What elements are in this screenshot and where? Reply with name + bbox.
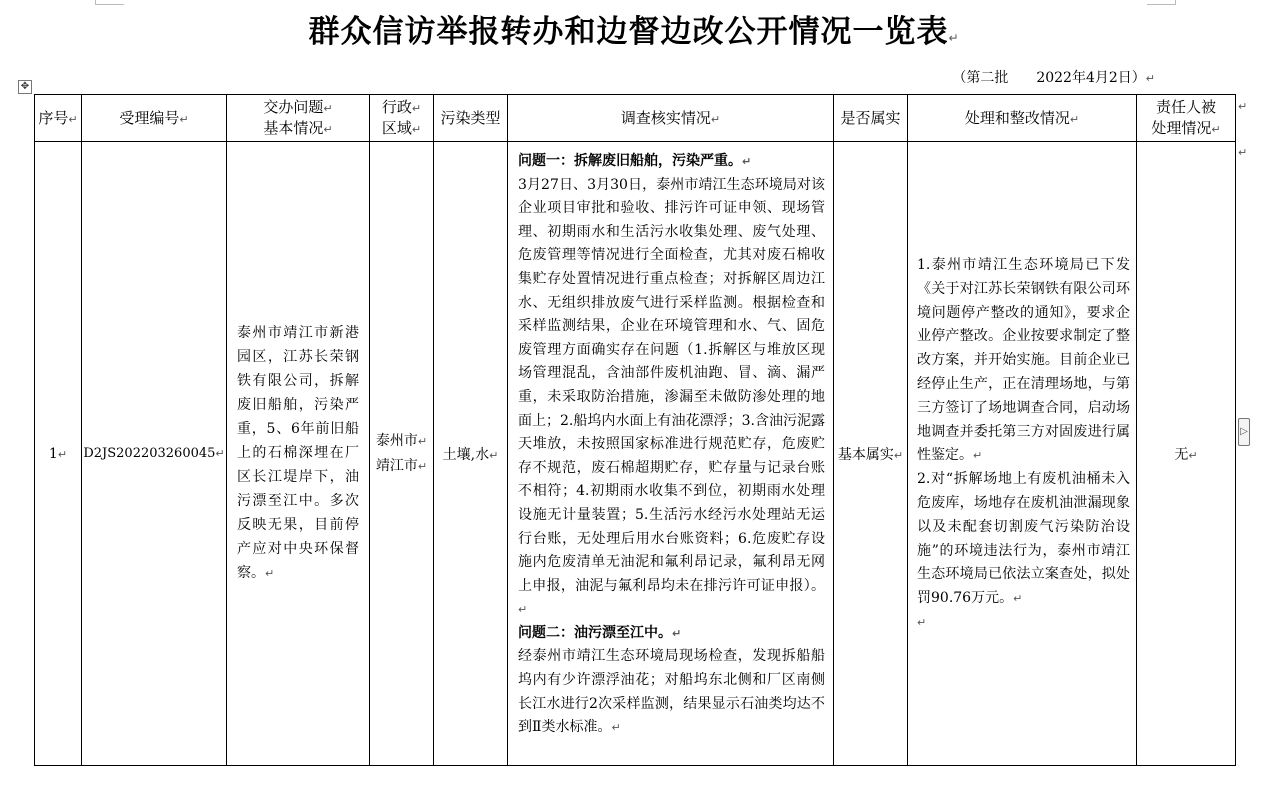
petition-table	[34, 94, 1236, 766]
row-end-mark-icon: ↵	[1238, 100, 1248, 113]
paragraph-mark-icon: ↵	[1145, 72, 1155, 85]
document-title-text: 群众信访举报转办和边督边改公开情况一览表	[308, 14, 949, 50]
handling-item-1: 1.泰州市靖江生态环境局已下发《关于对江苏长荣钢铁有限公司环境问题停产整改的通知》，要求企业停产整改。企业按要求制定了整改方案，并开始实施。目前企业已经停止生产，正在清理场地，与第三方签订了场地调查合同，启动场地调查并委托第三方对固废进行属性鉴定。↵	[917, 257, 1130, 464]
header-issue: 交办问题↵ 基本情况↵	[227, 95, 370, 142]
header-row	[35, 95, 1236, 142]
cell-verified: 基本属实↵	[834, 142, 908, 766]
cell-region: 泰州市↵ 靖江市↵	[370, 142, 434, 766]
row-end-mark-icon: ↵	[1238, 146, 1248, 159]
cell-responsible: 无↵	[1137, 142, 1236, 766]
investigation-q2-body: 经泰州市靖江生态环境局现场检查，发现拆船船坞内有少许漂浮油花；对船坞东北侧和厂区南侧长江水进行2次采样监测，结果显示石油类均达不到Ⅱ类水标准。↵	[518, 648, 825, 736]
cell-issue: 泰州市靖江市新港园区，江苏长荣钢铁有限公司，拆解废旧船舶，污染严重，5、6年前旧船上的石棉深埋在厂区长江堤岸下，油污漂至江中。多次反映无果，目前停产应对中央环保督察。↵	[227, 142, 370, 766]
paragraph-mark-icon: ↵	[948, 31, 960, 45]
table-row	[35, 142, 1236, 766]
header-responsible: 责任人被 处理情况↵	[1137, 95, 1236, 142]
header-verified: 是否属实	[834, 95, 908, 142]
header-accept-no: 受理编号↵	[82, 95, 227, 142]
handling-item-2: 2.对“拆解场地上有废机油桶未入危废库，场地存在废机油泄漏现象以及未配套切割废气污染防治设施”的环境违法行为，泰州市靖江生态环境局已依法立案查处，拟处罚90.76万元。↵	[917, 471, 1130, 607]
header-seq: 序号↵	[35, 95, 82, 142]
investigation-q1-body: 3月27日、3月30日，泰州市靖江生态环境局对该企业项目审批和验收、排污许可证申领、现场管理、初期雨水和生活污水收集处理、废气处理、危废管理等情况进行全面检查，尤其对废石棉收集贮存处置情况进行重点检查；对拆解区周边江水、无组织排放废气进行采样监测。根据检查和采样监测结果，企业在环境管理和水、气、固危废管理方面确实存在问题（1.拆解区与堆放区现场管理混乱，含油部件废机油跑、冒、滴、漏严重，未采取防治措施，渗漏至未做防渗处理的地面上；2.船坞内水面上有油花漂浮；3.含油污泥露天堆放，未按照国家标准进行规范贮存，危废贮存不规范，废石棉超期贮存，贮存量与记录台账不相符；4.初期雨水收集不到位，初期雨水处理设施无计量装置；5.生活污水经污水处理站无运行台账，无处理后用水台账资料；6.危废贮存设施内危废清单无油泥和氟利昂记录，氟利昂无网上申报，油泥与氟利昂均未在排污许可证申报）。↵	[518, 176, 825, 617]
header-region: 行政↵ 区域↵	[370, 95, 434, 142]
cell-handling	[908, 142, 1137, 766]
header-pollution: 污染类型	[434, 95, 508, 142]
investigation-q1-title: 问题一：拆解废旧船舶，污染严重。↵	[518, 153, 752, 169]
move-anchor-icon[interactable]: ✥	[18, 80, 32, 94]
batch-date-text: （第二批 2022年4月2日）	[952, 70, 1146, 86]
cell-investigation	[508, 142, 834, 766]
cell-accept-no: D2JS202203260045↵	[82, 142, 227, 766]
page-corner-mark-left	[95, 0, 124, 5]
page-corner-mark-right	[1147, 0, 1176, 5]
side-scroll-handle-icon[interactable]: ▷	[1238, 418, 1250, 446]
document-title	[0, 6, 1268, 51]
document-subtitle	[0, 67, 1155, 87]
handling-empty-line: ↵	[917, 615, 927, 629]
cell-pollution: 土壤,水↵	[434, 142, 508, 766]
investigation-q2-title: 问题二：油污漂至江中。↵	[518, 624, 682, 641]
header-investigation: 调查核实情况↵	[508, 95, 834, 142]
header-handling: 处理和整改情况↵	[908, 95, 1137, 142]
cell-seq: 1↵	[35, 142, 82, 766]
